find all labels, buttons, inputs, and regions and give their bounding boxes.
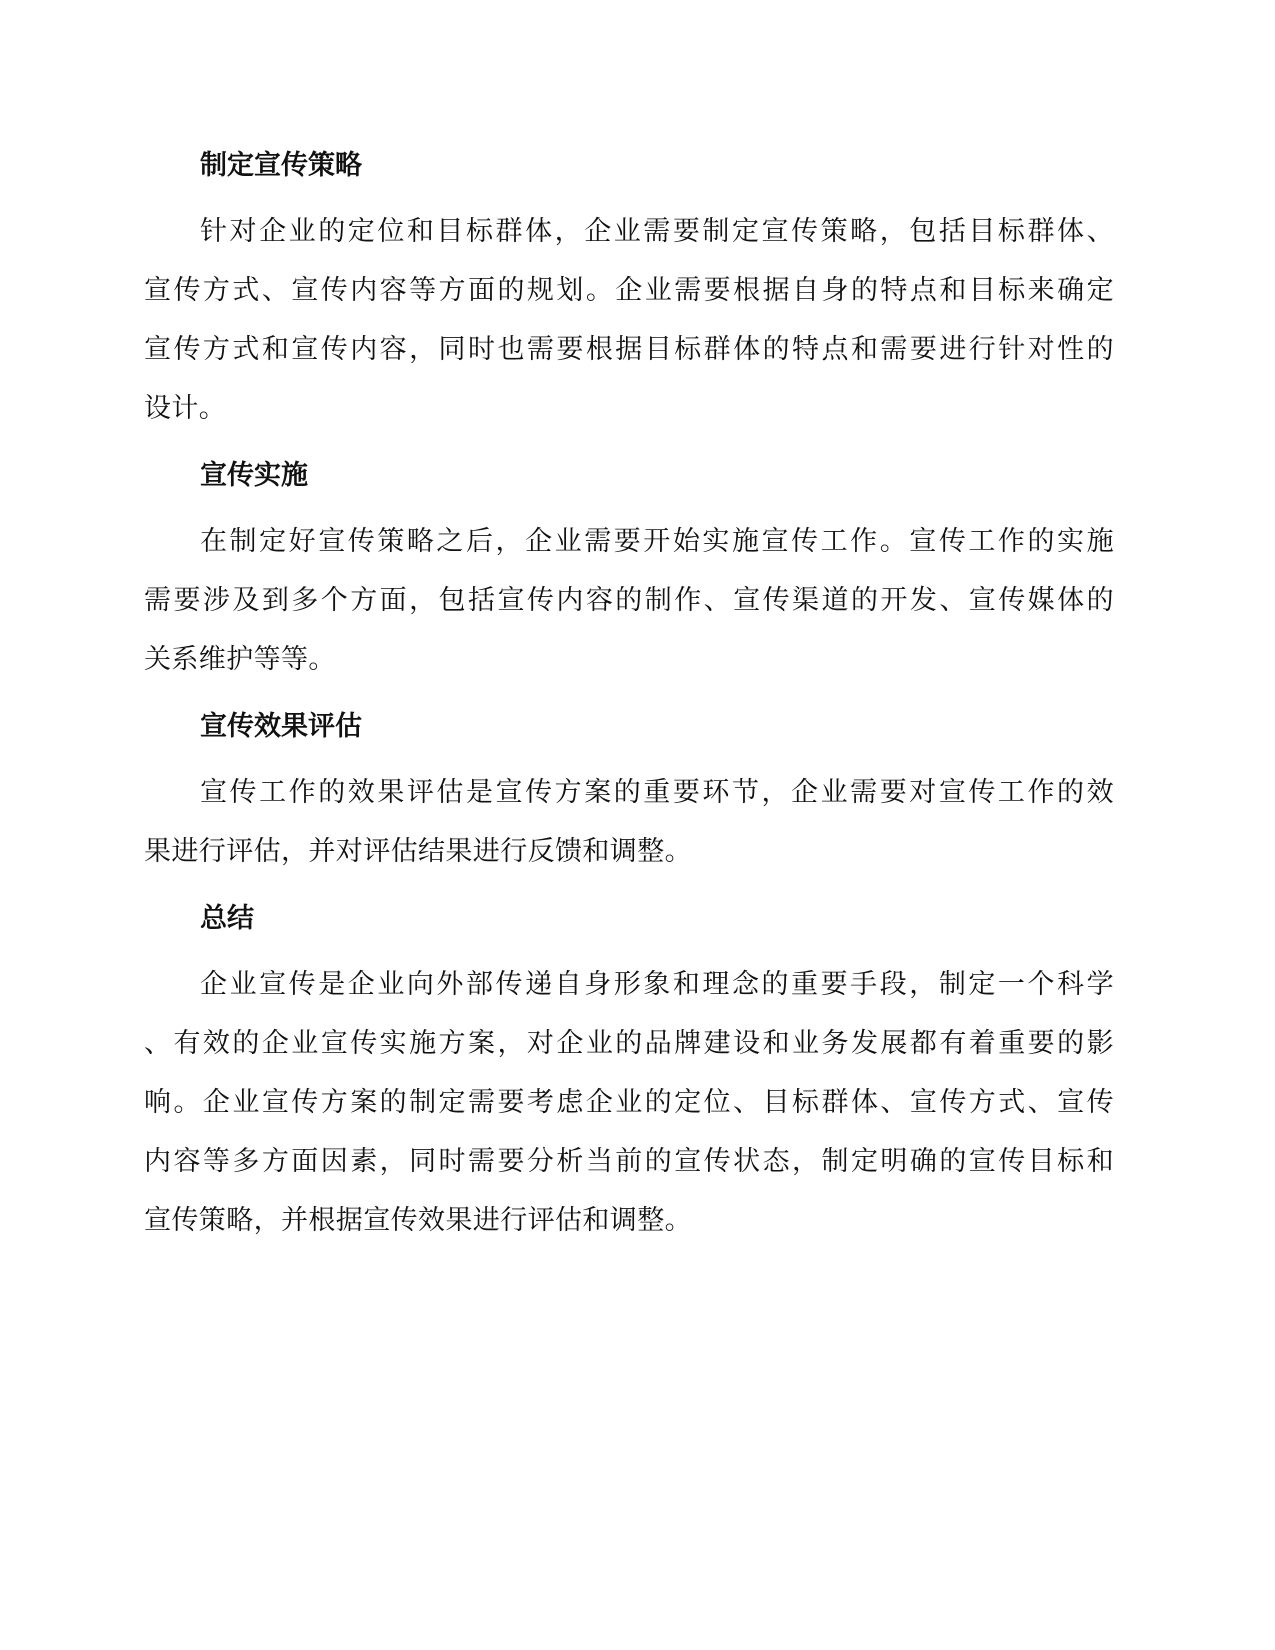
paragraph-line: 内容等多方面因素，同时需要分析当前的宣传状态，制定明确的宣传目标和 (144, 1146, 1114, 1177)
section-paragraph (144, 512, 1114, 689)
paragraph-line: 、有效的企业宣传实施方案，对企业的品牌建设和业务发展都有着重要的影 (144, 1028, 1114, 1059)
section-heading: 制定宣传策略 (200, 150, 362, 181)
paragraph-line: 设计。 (144, 393, 227, 424)
paragraph-line: 在制定好宣传策略之后，企业需要开始实施宣传工作。宣传工作的实施 (200, 526, 1114, 557)
paragraph-line: 宣传工作的效果评估是宣传方案的重要环节，企业需要对宣传工作的效 (200, 777, 1114, 808)
paragraph-line: 果进行评估，并对评估结果进行反馈和调整。 (144, 836, 692, 867)
paragraph-line: 响。企业宣传方案的制定需要考虑企业的定位、目标群体、宣传方式、宣传 (144, 1087, 1114, 1118)
paragraph-line: 宣传方式和宣传内容，同时也需要根据目标群体的特点和需要进行针对性的 (144, 334, 1114, 365)
paragraph-line: 宣传方式、宣传内容等方面的规划。企业需要根据自身的特点和目标来确定 (144, 275, 1114, 306)
section-paragraph (144, 955, 1114, 1250)
paragraph-line: 关系维护等等。 (144, 644, 336, 675)
section-paragraph (144, 763, 1114, 881)
paragraph-line: 需要涉及到多个方面，包括宣传内容的制作、宣传渠道的开发、宣传媒体的 (144, 585, 1114, 616)
paragraph-line: 企业宣传是企业向外部传递自身形象和理念的重要手段，制定一个科学 (200, 969, 1114, 1000)
section-heading: 宣传效果评估 (200, 711, 362, 742)
document-page (144, 140, 1114, 1262)
section-heading: 宣传实施 (200, 460, 308, 491)
section-paragraph (144, 202, 1114, 438)
paragraph-line: 针对企业的定位和目标群体，企业需要制定宣传策略，包括目标群体、 (200, 216, 1114, 247)
paragraph-line: 宣传策略，并根据宣传效果进行评估和调整。 (144, 1205, 692, 1236)
section-heading: 总结 (200, 903, 254, 934)
